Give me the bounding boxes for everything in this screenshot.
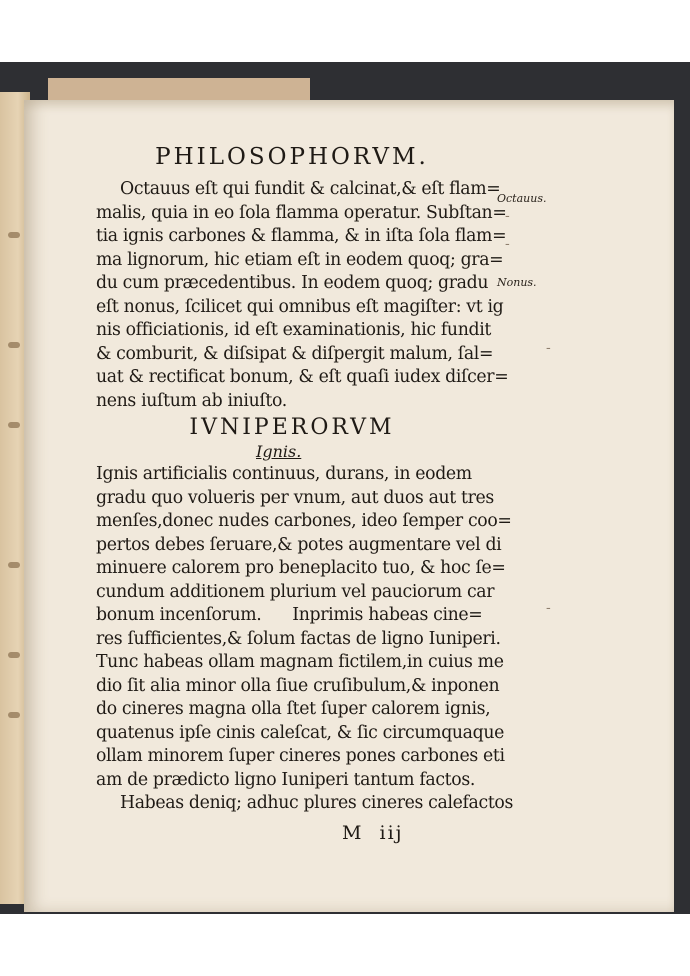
text-line: & comburit, & diſsipat & diſpergit malum, ſal= [96,343,494,364]
subheading: Ignis. [256,442,302,461]
text-line: quatenus ipſe cinis caleſcat, & ſic circumquaque [96,722,505,743]
text-line: do cineres magna olla ſtet ſuper calorem ignis, [96,699,491,719]
facing-page-mark [8,232,20,238]
text-line: bonum incenſorum. Inprimis habeas cine= [96,605,483,625]
text-line: Ignis artificialis continuus, durans, in eodem [96,464,472,484]
text-line: eſt nonus, ſcilicet qui omnibus eſt magiſter: vt ig [96,296,504,317]
text-line: du cum præcedentibus. In eodem quoq; gradu [96,273,489,293]
section-title: IVNIPERORVM [189,415,395,440]
text-line: am de prædicto ligno Iuniperi tantum factos. [96,769,475,790]
text-line: malis, quia in eo ſola flamma operatur. Subſtan= [96,202,507,223]
facing-page-mark [8,422,20,428]
facing-page-mark [8,652,20,658]
text-line: Tunc habeas ollam magnam fictilem,in cuius me [96,652,504,672]
text-line: minuere calorem pro beneplacito tuo, & hoc ſe= [96,558,506,578]
text-line: menſes,donec nudes carbones, ideo ſemper coo= [96,511,512,531]
paragraph-ignis [96,463,512,792]
facing-page-mark [8,562,20,568]
text-line: nens iuſtum ab iniuſto. [96,390,287,411]
text-line: Octauus eſt qui fundit & calcinat,& eſt flam= [120,179,501,199]
text-line: ollam minorem ſuper cineres pones carbones eti [96,746,505,766]
margin-dash: - [505,236,510,252]
paragraph-octauus [96,178,509,413]
text-line: gradu quo volueris per vnum, aut duos aut tres [96,487,494,508]
signature-mark: M iij [342,821,404,844]
facing-page-mark [8,712,20,718]
text-line: cundum additionem plurium vel pauciorum car [96,581,495,602]
text-line: ma lignorum, hic etiam eſt in eodem quoq; gra= [96,249,504,270]
margin-dash: - [546,340,551,356]
margin-note-nonus: Nonus. [497,276,537,289]
margin-note-octauus: Octauus. [497,192,547,205]
text-line: tia ignis carbones & flamma, & in iſta ſola flam= [96,226,507,246]
running-head: PHILOSOPHORVM. [155,144,429,170]
page-text [96,142,514,846]
text-line: dio ſit alia minor olla ſiue cruſibulum,& inponen [96,675,500,696]
text-line: Habeas deniq; adhuc plures cineres calefactos [120,793,514,813]
text-line: uat & rectificat bonum, & eſt quaſi iudex diſcer= [96,367,509,387]
text-line: pertos debes ſeruare,& potes augmentare vel di [96,534,502,555]
facing-page-mark [8,342,20,348]
text-line: res ſufficientes,& ſolum factas de ligno Iuniperi. [96,628,501,649]
margin-dash: - [505,208,510,224]
margin-dash: - [546,600,551,616]
text-line: nis officiationis, id eſt examinationis, hic fundit [96,320,491,340]
